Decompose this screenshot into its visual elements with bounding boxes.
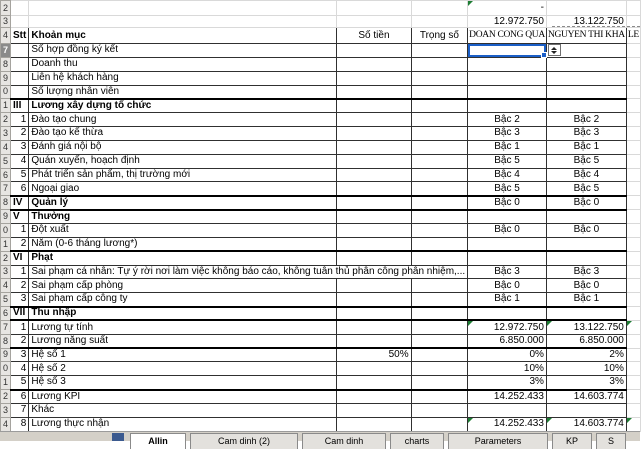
cell-trong-so[interactable]: [411, 85, 468, 99]
column-header-person2[interactable]: NGUYEN THI KHA: [546, 28, 626, 44]
cell-person3[interactable]: [626, 279, 640, 293]
column-header-so-tien[interactable]: Số tiền: [337, 28, 411, 44]
cell-person3[interactable]: [626, 168, 640, 182]
row-header[interactable]: 3: [1, 403, 11, 417]
cell-trong-so[interactable]: [411, 154, 468, 168]
cell-stt[interactable]: [11, 85, 29, 99]
cell-trong-so[interactable]: [411, 196, 468, 210]
cell-person1[interactable]: [468, 210, 547, 224]
sheet-tab[interactable]: charts: [390, 433, 444, 449]
row-header[interactable]: 2: [1, 1, 11, 16]
column-header-khoan-muc[interactable]: Khoản mục: [29, 28, 337, 44]
cell-person1[interactable]: Bậc 5: [468, 154, 547, 168]
cell-khoan-muc[interactable]: Lương KPI: [29, 390, 337, 404]
table-row: [1, 16, 641, 28]
cell-person1[interactable]: 12.972.750: [468, 16, 547, 28]
cell-person2[interactable]: [546, 71, 626, 85]
cell-person3[interactable]: [626, 307, 640, 321]
cell-stt[interactable]: 6: [11, 390, 29, 404]
table-row: [1, 223, 641, 237]
cell-trong-so[interactable]: [411, 71, 468, 85]
cell-person2[interactable]: [546, 307, 626, 321]
table-row: [1, 279, 641, 293]
cell-so-tien[interactable]: [337, 417, 411, 431]
table-row: [1, 71, 641, 85]
cell-trong-so[interactable]: [411, 1, 468, 16]
cell-khoan-muc[interactable]: Đào tạo kế thừa: [29, 127, 337, 141]
row-header[interactable]: 9: [1, 71, 11, 85]
cell-so-tien[interactable]: [337, 127, 411, 141]
cell-trong-so[interactable]: [411, 168, 468, 182]
cell-so-tien[interactable]: [337, 99, 411, 113]
cell-trong-so[interactable]: [411, 293, 468, 307]
cell-so-tien[interactable]: [337, 251, 411, 265]
cell-person1[interactable]: [468, 85, 547, 99]
cell-stt[interactable]: VI: [11, 251, 29, 265]
cell-person1[interactable]: 3%: [468, 376, 547, 390]
cell-person3[interactable]: [626, 362, 640, 376]
cell-khoan-muc[interactable]: Đào tạo chung: [29, 113, 337, 127]
row-header[interactable]: 4: [1, 140, 11, 154]
cell-person2[interactable]: 13.122.750: [546, 320, 626, 334]
cell-stt[interactable]: V: [11, 210, 29, 224]
row-header[interactable]: 2: [1, 251, 11, 265]
cell-trong-so[interactable]: [411, 182, 468, 196]
cell-person3[interactable]: [626, 293, 640, 307]
sheet-tab[interactable]: Parameters: [448, 433, 548, 449]
cell-so-tien[interactable]: [337, 210, 411, 224]
cell-person2[interactable]: 3%: [546, 376, 626, 390]
cell-person1[interactable]: Bậc 0: [468, 196, 547, 210]
cell-so-tien[interactable]: [337, 113, 411, 127]
cell-person1[interactable]: 12.972.750: [468, 320, 547, 334]
column-header-person3[interactable]: LE: [626, 28, 640, 44]
cell-person3[interactable]: [626, 127, 640, 141]
cell-person2[interactable]: [546, 403, 626, 417]
cell-person2[interactable]: [546, 251, 626, 265]
table-row: [1, 320, 641, 334]
cell-person2[interactable]: Bậc 0: [546, 196, 626, 210]
column-header-trong-so[interactable]: Trọng số: [411, 28, 468, 44]
cell-person2[interactable]: [546, 210, 626, 224]
cell-trong-so[interactable]: [411, 334, 468, 348]
cell-so-tien[interactable]: [337, 279, 411, 293]
cell-person2[interactable]: Bậc 4: [546, 168, 626, 182]
cell-khoan-muc[interactable]: Ngoại giao: [29, 182, 337, 196]
cell-stt[interactable]: 1: [11, 223, 29, 237]
cell-trong-so[interactable]: [411, 348, 468, 362]
cell-stt[interactable]: IV: [11, 196, 29, 210]
error-indicator-icon: [468, 321, 473, 326]
row-header[interactable]: 6: [1, 168, 11, 182]
cell-so-tien[interactable]: [337, 85, 411, 99]
cell-person1[interactable]: Bậc 3: [468, 265, 547, 279]
sheet-tabs: [130, 433, 630, 449]
error-indicator-icon: [468, 1, 473, 6]
cell-trong-so[interactable]: [411, 403, 468, 417]
cell-trong-so[interactable]: [411, 376, 468, 390]
spinner-up-icon: [551, 47, 557, 50]
cell-stt[interactable]: 1: [11, 320, 29, 334]
cell-stt[interactable]: 4: [11, 362, 29, 376]
error-indicator-icon: [468, 418, 473, 423]
cell-stt[interactable]: III: [11, 99, 29, 113]
cell-person1[interactable]: [468, 99, 547, 113]
table-row: [1, 210, 641, 224]
cell-person1[interactable]: [468, 403, 547, 417]
cell-person3[interactable]: [626, 182, 640, 196]
row-header[interactable]: 8: [1, 334, 11, 348]
cell-trong-so[interactable]: [411, 16, 468, 28]
table-row: [1, 140, 641, 154]
table-row: [1, 348, 641, 362]
cell-person3[interactable]: [626, 223, 640, 237]
cell-khoan-muc[interactable]: Hệ số 1: [29, 348, 337, 362]
cell-stt[interactable]: 2: [11, 334, 29, 348]
cell-person2[interactable]: Bậc 2: [546, 113, 626, 127]
row-header[interactable]: 1: [1, 237, 11, 251]
cell-khoan-muc[interactable]: [29, 1, 337, 16]
row-header[interactable]: 1: [1, 376, 11, 390]
table-row: [1, 1, 641, 16]
row-header[interactable]: 5: [1, 293, 11, 307]
table-row: [1, 293, 641, 307]
table-row: [1, 376, 641, 390]
cell-person1[interactable]: 10%: [468, 362, 547, 376]
cell-trong-so[interactable]: [411, 113, 468, 127]
cell-khoan-muc[interactable]: Khác: [29, 403, 337, 417]
table-row: [1, 57, 641, 71]
cell-person1[interactable]: [468, 71, 547, 85]
cell-trong-so[interactable]: [411, 57, 468, 71]
cell-person1[interactable]: Bậc 2: [468, 113, 547, 127]
table-row: [1, 154, 641, 168]
cell-person3[interactable]: [626, 71, 640, 85]
cell-person3[interactable]: [626, 376, 640, 390]
table-row: [1, 417, 641, 431]
cell-stt[interactable]: 2: [11, 279, 29, 293]
row-header[interactable]: 7: [1, 182, 11, 196]
cell-trong-so[interactable]: [411, 320, 468, 334]
cell-person3[interactable]: [626, 237, 640, 251]
table-row: [1, 196, 641, 210]
cell-person3[interactable]: [626, 1, 640, 16]
cell-person3[interactable]: [626, 210, 640, 224]
row-header[interactable]: 1: [1, 99, 11, 113]
cell-so-tien[interactable]: [337, 390, 411, 404]
cell-so-tien[interactable]: [337, 334, 411, 348]
cell-person2[interactable]: Bậc 1: [546, 293, 626, 307]
cell-trong-so[interactable]: [411, 210, 468, 224]
row-header[interactable]: 8: [1, 196, 11, 210]
cell-person3[interactable]: [626, 320, 640, 334]
cell-khoan-muc[interactable]: Liên hệ khách hàng: [29, 71, 337, 85]
cell-person3[interactable]: [626, 251, 640, 265]
row-header[interactable]: 0: [1, 85, 11, 99]
sheet-tab-strip: [0, 431, 640, 446]
row-header[interactable]: 7: [1, 320, 11, 334]
cell-so-tien[interactable]: [337, 140, 411, 154]
cell-khoan-muc[interactable]: Phạt: [29, 251, 337, 265]
cell-stt[interactable]: [11, 71, 29, 85]
cell-khoan-muc[interactable]: [29, 16, 337, 28]
cell-person2[interactable]: Bậc 0: [546, 279, 626, 293]
cell-stt[interactable]: 1: [11, 113, 29, 127]
cell-khoan-muc[interactable]: Phát triển sản phẩm, thị trường mới: [29, 168, 337, 182]
cell-person1[interactable]: Bậc 3: [468, 127, 547, 141]
cell-trong-so[interactable]: [411, 362, 468, 376]
error-indicator-icon: [627, 321, 632, 326]
cell-so-tien[interactable]: [337, 168, 411, 182]
cell-stt[interactable]: [11, 44, 29, 58]
cell-stt[interactable]: 2: [11, 127, 29, 141]
cell-person2[interactable]: 10%: [546, 362, 626, 376]
cell-khoan-muc[interactable]: Số lượng nhân viên: [29, 85, 337, 99]
spinner-control[interactable]: [548, 44, 561, 56]
cell-stt[interactable]: 5: [11, 168, 29, 182]
cell-person1[interactable]: Bậc 1: [468, 140, 547, 154]
cell-so-tien[interactable]: [337, 57, 411, 71]
cell-trong-so[interactable]: [411, 140, 468, 154]
row-header[interactable]: 4: [1, 279, 11, 293]
cell-so-tien[interactable]: [337, 307, 411, 321]
cell-stt[interactable]: [11, 16, 29, 28]
cell-stt[interactable]: 3: [11, 293, 29, 307]
row-header[interactable]: 8: [1, 57, 11, 71]
table-row: [1, 168, 641, 182]
cell-person2[interactable]: Bậc 3: [546, 127, 626, 141]
cell-stt[interactable]: 1: [11, 265, 29, 279]
row-header[interactable]: 0: [1, 223, 11, 237]
cell-khoan-muc[interactable]: Năm (0-6 tháng lương*): [29, 237, 337, 251]
cell-person2[interactable]: [546, 57, 626, 71]
cell-person1[interactable]: 0%: [468, 348, 547, 362]
table-row: [1, 390, 641, 404]
cell-person3[interactable]: [626, 57, 640, 71]
cell-person2[interactable]: 2%: [546, 348, 626, 362]
cell-person1[interactable]: Bậc 1: [468, 293, 547, 307]
table-row: [1, 265, 641, 279]
cell-khoan-muc[interactable]: Doanh thu: [29, 57, 337, 71]
cell-khoan-muc[interactable]: Quán xuyến, hoạch định: [29, 154, 337, 168]
cell-khoan-muc[interactable]: Lương thực nhận: [29, 417, 337, 431]
sheet-tab[interactable]: KP: [552, 433, 592, 449]
row-header[interactable]: 3: [1, 127, 11, 141]
cell-person1[interactable]: 6.850.000: [468, 334, 547, 348]
cell-so-tien[interactable]: [337, 71, 411, 85]
selected-cell[interactable]: [468, 44, 547, 58]
cell-so-tien[interactable]: [337, 376, 411, 390]
cell-trong-so[interactable]: [411, 223, 468, 237]
cell-khoan-muc[interactable]: Sai phạm cá nhân: Tự ý rời nơi làm việc không báo cáo, không tuân thủ phân công phân nhiệm,...: [29, 265, 468, 279]
cell-khoan-muc[interactable]: Hệ số 3: [29, 376, 337, 390]
cell-person2[interactable]: 13.122.750: [546, 16, 626, 28]
cell-stt[interactable]: 8: [11, 417, 29, 431]
cell-person3[interactable]: [626, 140, 640, 154]
cell-person1[interactable]: Bậc 0: [468, 223, 547, 237]
row-header[interactable]: 5: [1, 154, 11, 168]
error-indicator-icon: [547, 321, 552, 326]
cell-so-tien[interactable]: [337, 223, 411, 237]
cell-person3[interactable]: [626, 16, 640, 28]
row-header[interactable]: 9: [1, 210, 11, 224]
cell-person2[interactable]: [546, 237, 626, 251]
row-header[interactable]: 6: [1, 307, 11, 321]
cell-so-tien[interactable]: 50%: [337, 348, 411, 362]
cell-so-tien[interactable]: [337, 320, 411, 334]
cell-trong-so[interactable]: [411, 279, 468, 293]
cell-so-tien[interactable]: [337, 362, 411, 376]
table-row: [1, 403, 641, 417]
cell-stt[interactable]: [11, 57, 29, 71]
cell-person3[interactable]: [626, 113, 640, 127]
cell-person2[interactable]: 6.850.000: [546, 334, 626, 348]
cell-person1[interactable]: Bậc 4: [468, 168, 547, 182]
table-row: [1, 113, 641, 127]
cell-person2[interactable]: 14.603.774: [546, 390, 626, 404]
cell-person2[interactable]: 14.603.774: [546, 417, 626, 431]
cell-person3[interactable]: [626, 390, 640, 404]
cell-person3[interactable]: [626, 196, 640, 210]
table-row: [1, 307, 641, 321]
cell-person3[interactable]: [626, 99, 640, 113]
cell-khoan-muc[interactable]: Lương năng suất: [29, 334, 337, 348]
row-header[interactable]: 3: [1, 265, 11, 279]
cell-person1[interactable]: -: [468, 1, 547, 16]
spinner-down-icon: [551, 51, 557, 54]
cell-person2[interactable]: Bậc 3: [546, 265, 626, 279]
sheet-tab[interactable]: Allin: [130, 433, 186, 449]
cell-khoan-muc[interactable]: Quản lý: [29, 196, 337, 210]
table-row: [1, 334, 641, 348]
table-row: [1, 127, 641, 141]
cell-so-tien[interactable]: [337, 16, 411, 28]
table-row: [1, 99, 641, 113]
cell-khoan-muc[interactable]: Sai phạm cấp công ty: [29, 293, 337, 307]
row-header[interactable]: 9: [1, 348, 11, 362]
table-row: [1, 251, 641, 265]
cell-so-tien[interactable]: [337, 237, 411, 251]
cell-trong-so[interactable]: [411, 417, 468, 431]
row-header[interactable]: 3: [1, 16, 11, 28]
cell-person2[interactable]: [546, 99, 626, 113]
row-header[interactable]: 7: [1, 44, 11, 58]
cell-person3[interactable]: [626, 417, 640, 431]
sheet-nav-icon[interactable]: [112, 433, 124, 441]
cell-khoan-muc[interactable]: Lương xây dựng tổ chức: [29, 99, 337, 113]
cell-person2[interactable]: Bậc 1: [546, 140, 626, 154]
cell-so-tien[interactable]: [337, 1, 411, 16]
cell-trong-so[interactable]: [411, 390, 468, 404]
cell-person1[interactable]: Bậc 0: [468, 279, 547, 293]
cell-stt[interactable]: 7: [11, 403, 29, 417]
cell-stt[interactable]: 6: [11, 182, 29, 196]
cell-khoan-muc[interactable]: Hệ số 2: [29, 362, 337, 376]
cell-khoan-muc[interactable]: Sai phạm cấp phòng: [29, 279, 337, 293]
cell-trong-so[interactable]: [411, 99, 468, 113]
cell-person2[interactable]: [546, 1, 626, 16]
cell-trong-so[interactable]: [411, 127, 468, 141]
cell-person1[interactable]: 14.252.433: [468, 417, 547, 431]
column-header-stt[interactable]: Stt: [11, 28, 29, 44]
cell-stt[interactable]: VII: [11, 307, 29, 321]
cell-person3[interactable]: [626, 265, 640, 279]
cell-person1[interactable]: [468, 57, 547, 71]
cell-so-tien[interactable]: [337, 196, 411, 210]
cell-stt[interactable]: [11, 1, 29, 16]
cell-khoan-muc[interactable]: Số hợp đồng ký kết: [29, 44, 337, 58]
row-header[interactable]: 4: [1, 28, 11, 44]
cell-so-tien[interactable]: [337, 154, 411, 168]
cell-stt[interactable]: 4: [11, 154, 29, 168]
sheet-tab[interactable]: S: [596, 433, 626, 449]
table-row: [1, 44, 641, 58]
cell-person2[interactable]: [546, 44, 626, 58]
cell-so-tien[interactable]: [337, 293, 411, 307]
cell-person1[interactable]: Bậc 5: [468, 182, 547, 196]
cell-stt[interactable]: 5: [11, 376, 29, 390]
cell-stt[interactable]: 3: [11, 140, 29, 154]
sheet-tab[interactable]: Cam dinh (2): [190, 433, 298, 449]
cell-person3[interactable]: [626, 348, 640, 362]
cell-stt[interactable]: 2: [11, 237, 29, 251]
row-header[interactable]: 2: [1, 113, 11, 127]
cell-khoan-muc[interactable]: Đột xuất: [29, 223, 337, 237]
cell-person3[interactable]: [626, 403, 640, 417]
cell-khoan-muc[interactable]: Đánh giá nội bộ: [29, 140, 337, 154]
table-row: [1, 85, 641, 99]
cell-trong-so[interactable]: [411, 307, 468, 321]
cell-so-tien[interactable]: [337, 403, 411, 417]
cell-person2[interactable]: Bậc 5: [546, 154, 626, 168]
cell-person3[interactable]: [626, 154, 640, 168]
cell-person2[interactable]: Bậc 0: [546, 223, 626, 237]
column-header-person1[interactable]: DOAN CONG QUA: [468, 28, 547, 44]
table-row: [1, 182, 641, 196]
cell-person1[interactable]: [468, 307, 547, 321]
row-header[interactable]: 0: [1, 362, 11, 376]
error-indicator-icon: [627, 418, 632, 423]
cell-person2[interactable]: Bậc 5: [546, 182, 626, 196]
cell-person3[interactable]: [626, 334, 640, 348]
cell-so-tien[interactable]: [337, 182, 411, 196]
cell-person3[interactable]: [626, 44, 640, 58]
cell-person1[interactable]: [468, 251, 547, 265]
row-header[interactable]: 2: [1, 390, 11, 404]
cell-person1[interactable]: 14.252.433: [468, 390, 547, 404]
cell-trong-so[interactable]: [411, 237, 468, 251]
table-row: [1, 237, 641, 251]
cell-so-tien[interactable]: [337, 44, 411, 58]
sheet-tab[interactable]: Cam dinh: [302, 433, 386, 449]
cell-person1[interactable]: [468, 237, 547, 251]
cell-khoan-muc[interactable]: Lương tự tính: [29, 320, 337, 334]
table-row: [1, 362, 641, 376]
row-header[interactable]: 4: [1, 417, 11, 431]
cell-person2[interactable]: [546, 85, 626, 99]
error-indicator-icon: [547, 418, 552, 423]
cell-trong-so[interactable]: [411, 251, 468, 265]
cell-person3[interactable]: [626, 85, 640, 99]
cell-trong-so[interactable]: [411, 44, 468, 58]
cell-khoan-muc[interactable]: Thưởng: [29, 210, 337, 224]
cell-khoan-muc[interactable]: Thu nhập: [29, 307, 337, 321]
table-row: [1, 28, 641, 44]
cell-stt[interactable]: 3: [11, 348, 29, 362]
